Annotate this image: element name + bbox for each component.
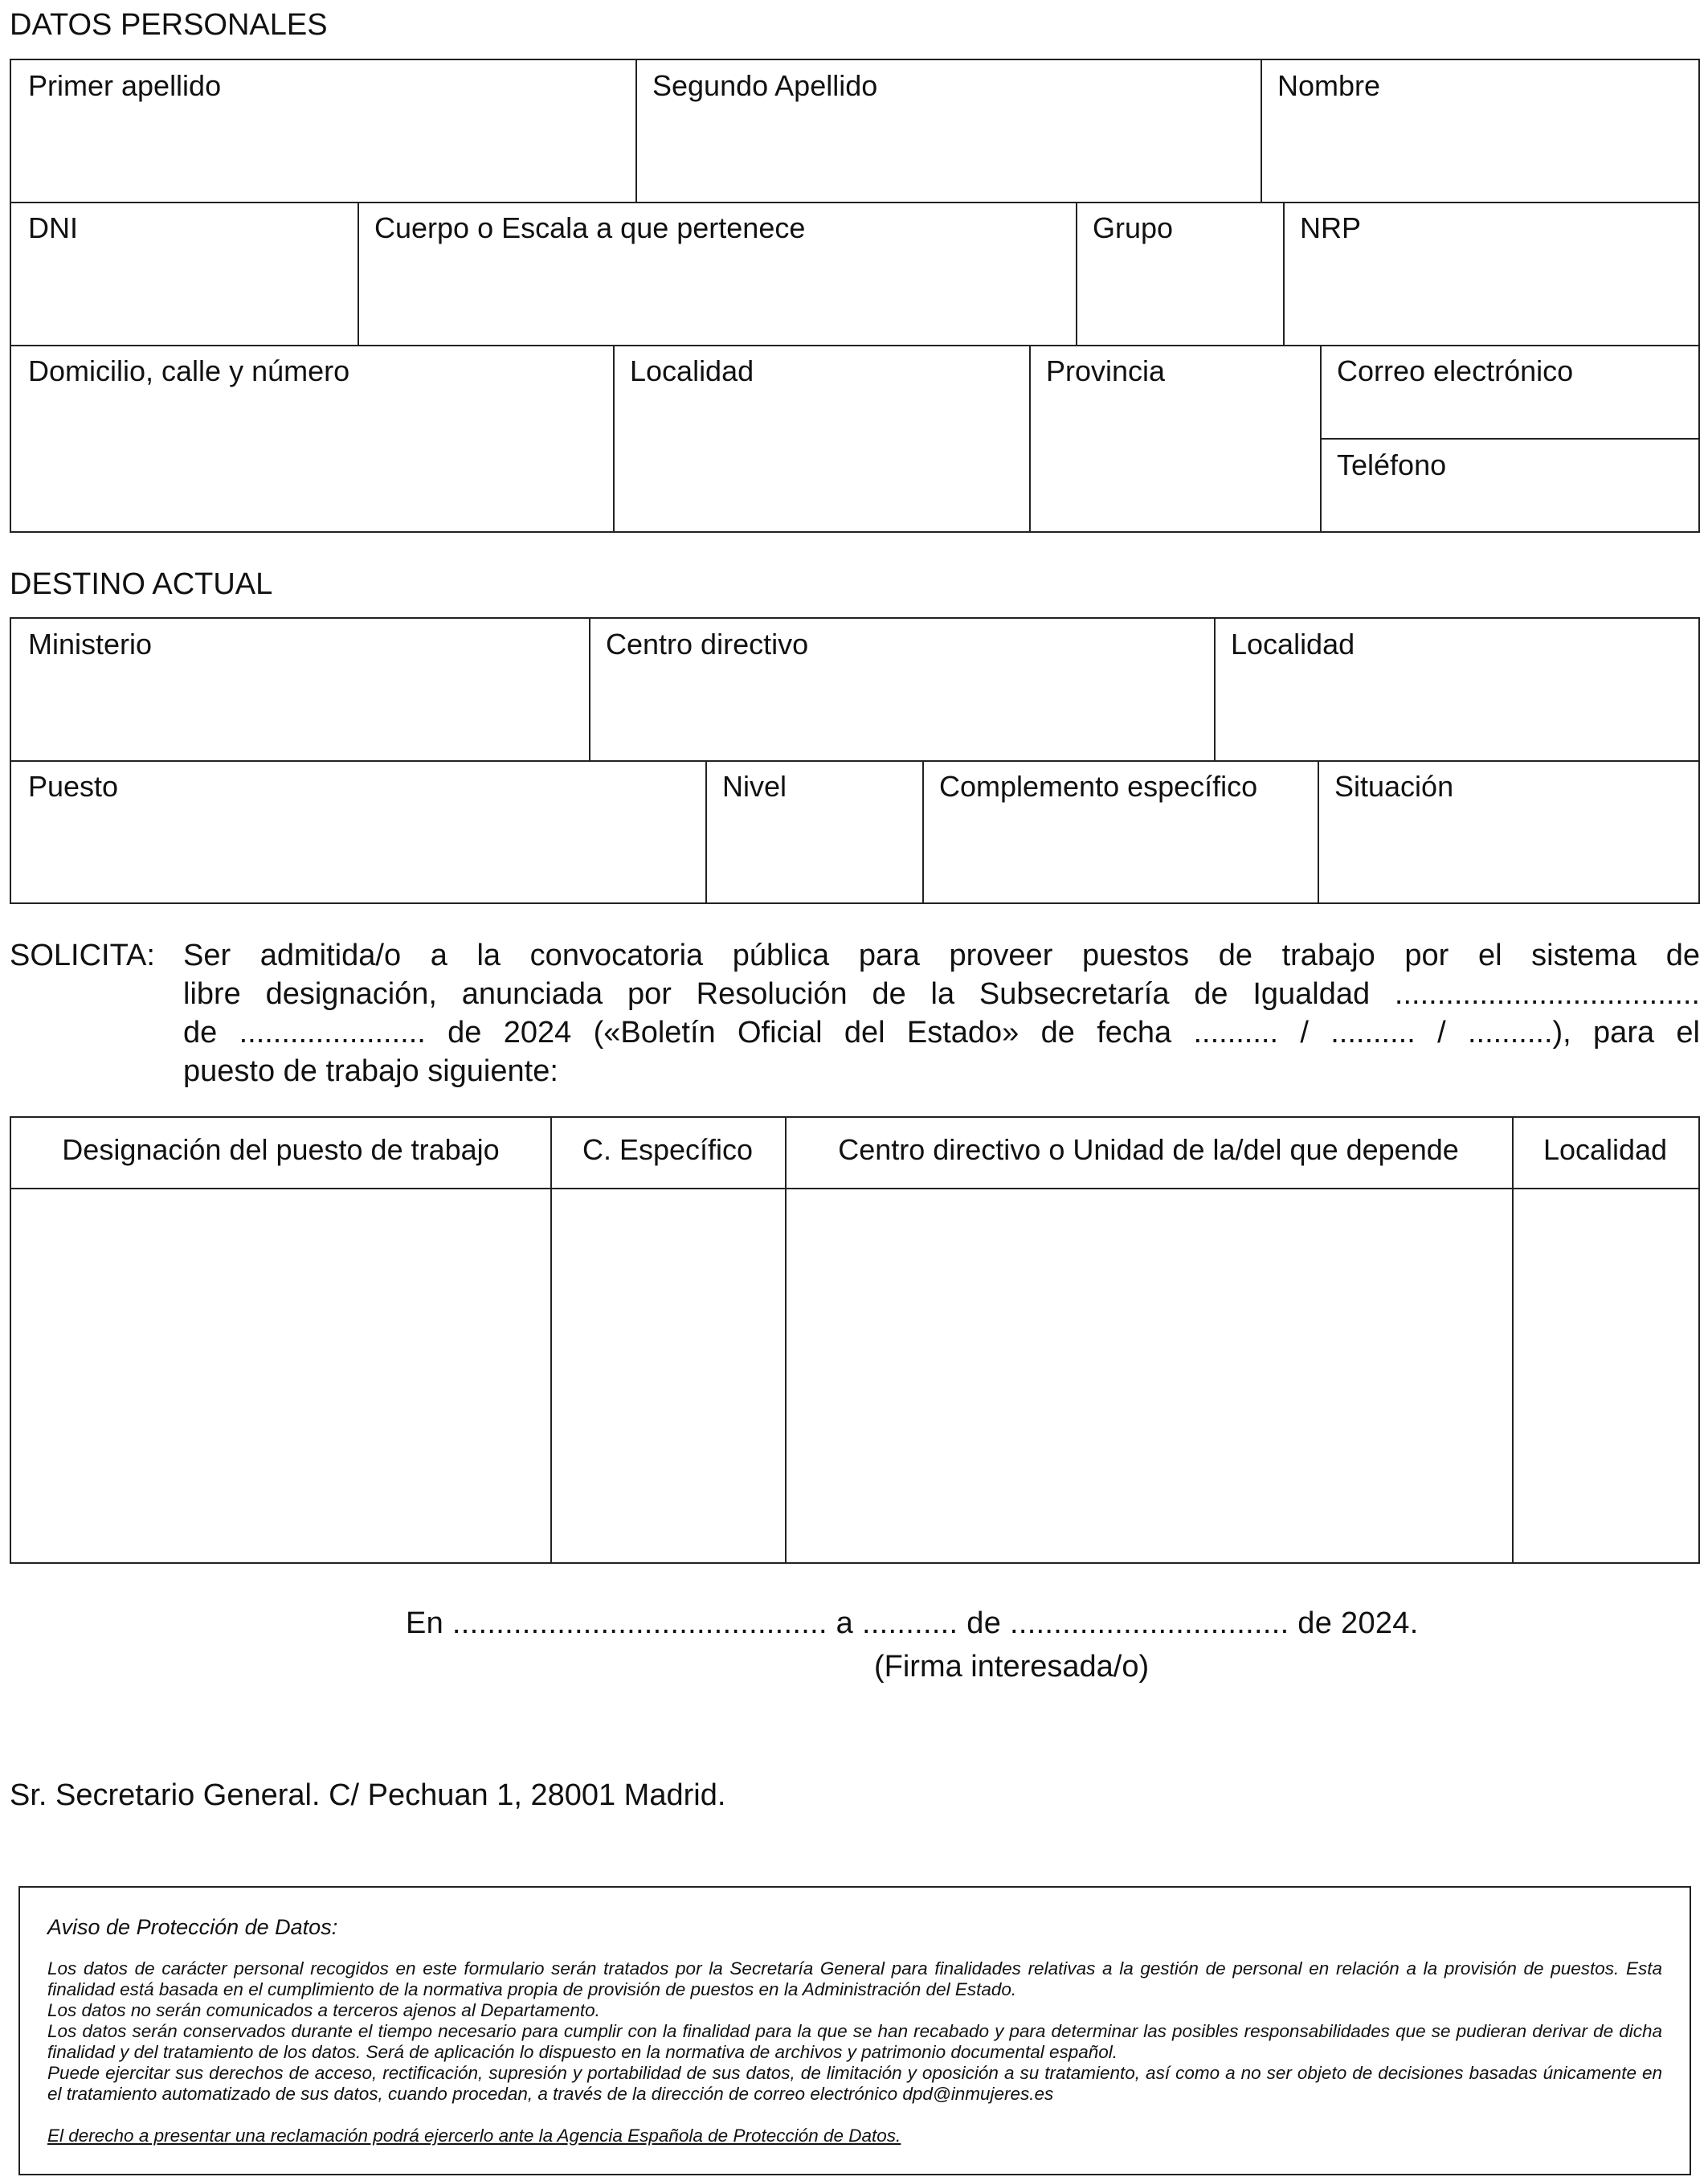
cuerpo-field[interactable]: Cuerpo o Escala a que pertenece xyxy=(374,211,806,244)
localidad-destino-field[interactable]: Localidad xyxy=(1231,628,1355,661)
nrp-field[interactable]: NRP xyxy=(1300,211,1362,244)
segundo-apellido-field[interactable]: Segundo Apellido xyxy=(652,69,878,102)
col-divider xyxy=(550,1118,552,1562)
row-divider xyxy=(11,760,1698,762)
c-especifico-cell[interactable] xyxy=(553,1190,783,1561)
header-divider xyxy=(11,1188,1698,1189)
situacion-field[interactable]: Situación xyxy=(1334,770,1454,803)
col-divider xyxy=(358,202,359,345)
puesto-solicitado-table xyxy=(10,1116,1700,1564)
col-divider xyxy=(1076,202,1077,345)
col-header-localidad: Localidad xyxy=(1543,1133,1668,1166)
primer-apellido-field[interactable]: Primer apellido xyxy=(28,69,222,102)
solicita-line: libre designación, anunciada por Resolución de la Subsecretaría de Igualdad .................................... xyxy=(183,977,1700,1011)
centro-directivo-field[interactable]: Centro directivo xyxy=(606,628,809,661)
dni-field[interactable]: DNI xyxy=(28,211,78,244)
privacy-claim-note: El derecho a presentar una reclamación podrá ejercerlo ante la Agencia Española de Protección de Datos. xyxy=(47,2126,901,2146)
col-header-centro-directivo: Centro directivo o Unidad de la/del que depende xyxy=(838,1133,1459,1166)
addressee: Sr. Secretario General. C/ Pechuan 1, 28001 Madrid. xyxy=(10,1778,726,1812)
designacion-cell[interactable] xyxy=(11,1190,549,1561)
privacy-title: Aviso de Protección de Datos: xyxy=(47,1915,338,1939)
privacy-paragraph: Los datos no serán comunicados a terceros ajenos al Departamento. xyxy=(47,2000,600,2020)
provincia-field[interactable]: Provincia xyxy=(1046,354,1166,387)
privacy-notice-box xyxy=(18,1886,1691,2175)
localidad-cell[interactable] xyxy=(1514,1190,1697,1561)
correo-field[interactable]: Correo electrónico xyxy=(1337,354,1574,387)
datos-personales-box xyxy=(10,59,1700,533)
privacy-paragraph: Los datos de carácter personal recogidos en este formulario serán tratados por la Secretaría General para finalidades relativas a la gestión de personal en relación a la provisión de puestos. Esta finalidad está basada en el cumplimiento de la normativa propia de provisión de puestos en la Administración del Estado. xyxy=(47,1958,1662,1999)
solicita-text xyxy=(183,936,1700,1090)
col-divider xyxy=(1214,619,1216,761)
destino-actual-box xyxy=(10,617,1700,904)
col-divider xyxy=(922,760,924,903)
telefono-field[interactable]: Teléfono xyxy=(1337,448,1447,481)
col-divider xyxy=(785,1118,787,1562)
col-header-c-especifico: C. Específico xyxy=(582,1133,754,1166)
col-divider xyxy=(613,345,615,531)
destino-actual-heading: DESTINO ACTUAL xyxy=(10,567,273,601)
col-divider xyxy=(1512,1118,1514,1562)
row-divider xyxy=(11,202,1698,203)
col-divider xyxy=(1261,60,1262,203)
solicita-line: puesto de trabajo siguiente: xyxy=(183,1054,558,1088)
col-divider xyxy=(1029,345,1031,531)
puesto-field[interactable]: Puesto xyxy=(28,770,119,803)
solicita-line: Ser admitida/o a la convocatoria pública para proveer puestos de trabajo por el sistema de xyxy=(183,939,1700,972)
col-header-designacion: Designación del puesto de trabajo xyxy=(62,1133,500,1166)
privacy-paragraph: Los datos serán conservados durante el tiempo necesario para cumplir con la finalidad para la que se han recabado y para determinar las posibles responsabilidades que se pudieran derivar de dicha finalidad y del tratamiento de los datos. Será de aplicación lo dispuesto en la normativa de archivos y patrimonio documental español. xyxy=(47,2021,1662,2062)
col-divider xyxy=(635,60,637,203)
col-divider xyxy=(1283,202,1285,345)
localidad-field[interactable]: Localidad xyxy=(630,354,754,387)
privacy-paragraph: Puede ejercitar sus derechos de acceso, rectificación, supresión y portabilidad de sus datos, de limitación y oposición a su tratamiento, así como a no ser objeto de decisiones basadas únicamente en el tratamiento automatizado de sus datos, cuando procedan, a través de la dirección de correo electrónico dpd@inmujeres.es xyxy=(47,2063,1662,2104)
centro-directivo-cell[interactable] xyxy=(787,1190,1510,1561)
col-divider xyxy=(589,619,590,761)
col-divider xyxy=(705,760,707,903)
ministerio-field[interactable]: Ministerio xyxy=(28,628,153,661)
nombre-field[interactable]: Nombre xyxy=(1277,69,1381,102)
solicita-label: SOLICITA: xyxy=(10,939,155,972)
solicita-line: de ...................... de 2024 («Boletín Oficial del Estado» de fecha .......... / .......... / ..........), para el xyxy=(183,1016,1700,1050)
col-divider xyxy=(1320,345,1322,531)
row-divider xyxy=(1320,438,1698,440)
grupo-field[interactable]: Grupo xyxy=(1093,211,1174,244)
domicilio-field[interactable]: Domicilio, calle y número xyxy=(28,354,350,387)
place-date-line: En ........................................... a ........... de ................................ de 2024. xyxy=(406,1606,1419,1640)
complemento-field[interactable]: Complemento específico xyxy=(939,770,1258,803)
nivel-field[interactable]: Nivel xyxy=(722,770,787,803)
col-divider xyxy=(1318,760,1319,903)
row-divider xyxy=(11,345,1698,346)
datos-personales-heading: DATOS PERSONALES xyxy=(10,8,328,42)
firma-label: (Firma interesada/o) xyxy=(874,1650,1150,1684)
